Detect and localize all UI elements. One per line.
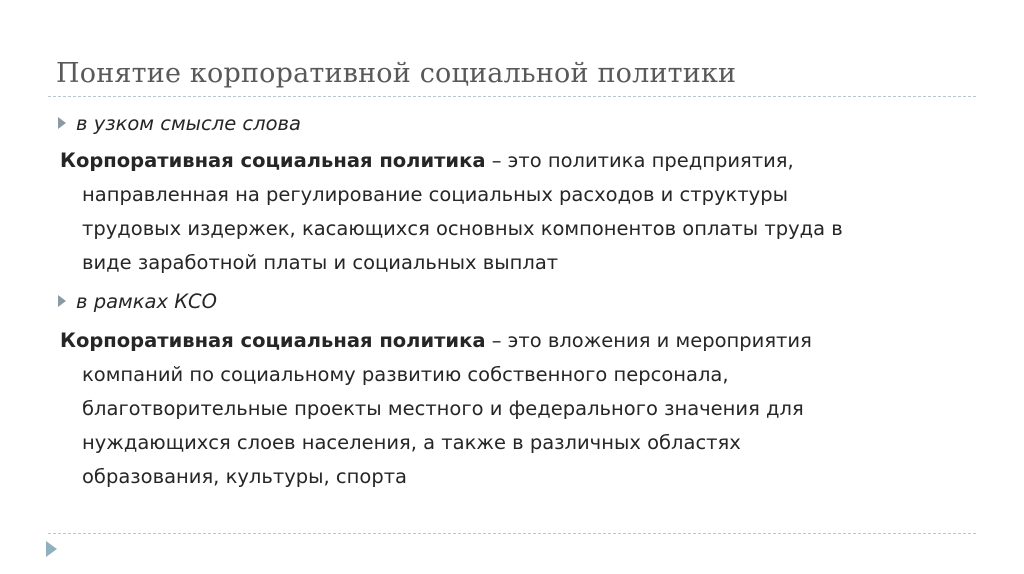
bullet-item-csr xyxy=(58,290,217,313)
paragraph-line: направленная на регулирование социальных расходов и структуры xyxy=(82,183,788,206)
paragraph-line: компаний по социальному развитию собственного персонала, xyxy=(82,363,729,386)
paragraph-line: нуждающихся слоев населения, а также в различных областях xyxy=(82,431,741,454)
paragraph-line: Корпоративная социальная политика – это политика предприятия, xyxy=(60,149,794,172)
defined-term: Корпоративная социальная политика xyxy=(60,329,486,352)
bullet-item-narrow-sense xyxy=(58,112,301,135)
defined-term: Корпоративная социальная политика xyxy=(60,149,486,172)
slide-title: Понятие корпоративной социальной политики xyxy=(56,58,737,89)
bullet-label: в рамках КСО xyxy=(76,290,218,313)
footer-divider xyxy=(48,533,976,534)
paragraph-line: образования, культуры, спорта xyxy=(82,465,408,488)
definition-paragraph-1 xyxy=(60,144,960,280)
triangle-right-icon xyxy=(58,117,66,129)
paragraph-line: виде заработной платы и социальных выплат xyxy=(82,251,559,274)
triangle-right-icon xyxy=(58,295,66,307)
bullet-label: в узком смысле слова xyxy=(76,112,301,135)
play-icon[interactable] xyxy=(46,541,57,557)
paragraph-line: трудовых издержек, касающихся основных компонентов оплаты труда в xyxy=(82,217,843,240)
paragraph-line: Корпоративная социальная политика – это вложения и мероприятия xyxy=(60,329,812,352)
definition-paragraph-2 xyxy=(60,324,960,494)
title-divider xyxy=(48,96,976,97)
paragraph-line: благотворительные проекты местного и федерального значения для xyxy=(82,397,804,420)
